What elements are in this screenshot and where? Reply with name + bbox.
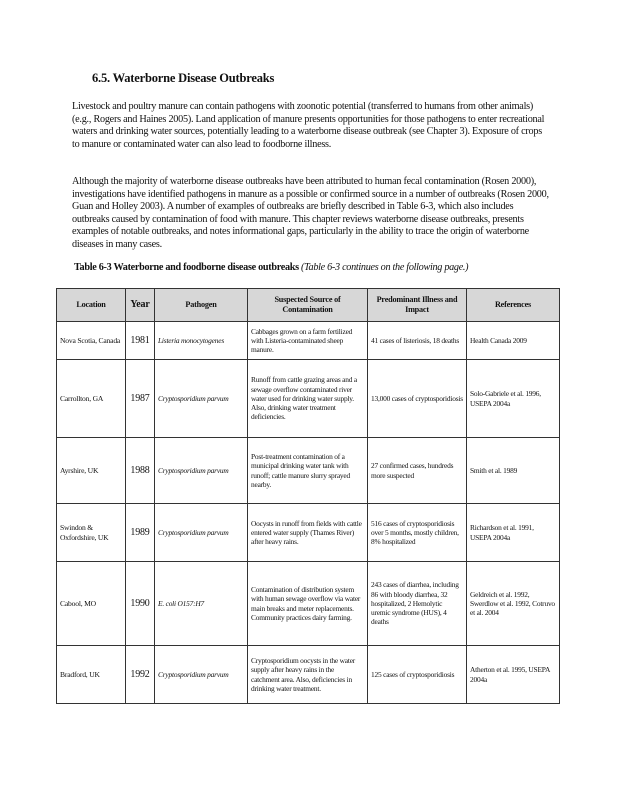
cell-illness: 13,000 cases of cryptosporidiosis: [368, 360, 467, 438]
table-caption-title: Table 6-3 Waterborne and foodborne disease outbreaks: [74, 262, 299, 273]
cell-illness: 27 confirmed cases, hundreds more suspected: [368, 438, 467, 504]
cell-year: 1992: [126, 646, 155, 704]
cell-source: Contamination of distribution system with human sewage overflow via water main breaks and meter replacements. Community practices dairy farming.: [248, 562, 368, 646]
cell-location: Carrollton, GA: [57, 360, 126, 438]
cell-year: 1989: [126, 504, 155, 562]
cell-source: Cryptosporidium oocysts in the water supply after heavy rains in the catchment area. Also, deficiencies in drinking water treatment.: [248, 646, 368, 704]
header-illness: Predominant Illness and Impact: [368, 289, 467, 322]
cell-source: Post-treatment contamination of a municipal drinking water tank with runoff; cattle manure slurry sprayed nearby.: [248, 438, 368, 504]
cell-references: Atherton et al. 1995, USEPA 2004a: [467, 646, 560, 704]
paragraph-intro: Livestock and poultry manure can contain pathogens with zoonotic potential (transferred to humans from other animals) (e.g., Rogers and Haines 2005). Land application of manure presents opportunities for those pathogens to enter recreational waters and drinking water sources, potentially leading to a waterborne disease outbreak (see Chapter 3). Exposure of crops to manure or contaminated water can also lead to foodborne illness.: [72, 101, 545, 150]
cell-pathogen: Cryptosporidium parvum: [155, 438, 248, 504]
cell-year: 1988: [126, 438, 155, 504]
cell-location: Bradford, UK: [57, 646, 126, 704]
header-location: Location: [57, 289, 126, 322]
header-year: Year: [126, 289, 155, 322]
section-heading: 6.5. Waterborne Disease Outbreaks: [92, 71, 275, 85]
cell-references: Richardson et al. 1991, USEPA 2004a: [467, 504, 560, 562]
cell-source: Cabbages grown on a farm fertilized with Listeria-contaminated sheep manure.: [248, 322, 368, 360]
cell-references: Solo-Gabriele et al. 1996, USEPA 2004a: [467, 360, 560, 438]
cell-pathogen: E. coli O157:H7: [155, 562, 248, 646]
cell-pathogen: Cryptosporidium parvum: [155, 504, 248, 562]
table-caption-note: (Table 6-3 continues on the following page.): [301, 262, 469, 273]
table-row: [57, 438, 560, 504]
cell-location: Ayrshire, UK: [57, 438, 126, 504]
cell-year: 1990: [126, 562, 155, 646]
outbreaks-table: [56, 288, 560, 704]
table-row: [57, 504, 560, 562]
cell-references: Geldreich et al. 1992, Swerdlow et al. 1992, Cotruvo et al. 2004: [467, 562, 560, 646]
cell-illness: 516 cases of cryptosporidiosis over 5 months, mostly children, 8% hospitalized: [368, 504, 467, 562]
table-caption: [74, 262, 554, 273]
cell-location: Nova Scotia, Canada: [57, 322, 126, 360]
header-pathogen: Pathogen: [155, 289, 248, 322]
cell-references: Smith et al. 1989: [467, 438, 560, 504]
table-row: [57, 360, 560, 438]
table-header-row: [57, 289, 560, 322]
header-references: References: [467, 289, 560, 322]
cell-pathogen: Cryptosporidium parvum: [155, 646, 248, 704]
cell-year: 1987: [126, 360, 155, 438]
cell-illness: 125 cases of cryptosporidiosis: [368, 646, 467, 704]
cell-location: Cabool, MO: [57, 562, 126, 646]
table-row: [57, 322, 560, 360]
cell-year: 1981: [126, 322, 155, 360]
cell-pathogen: Cryptosporidium parvum: [155, 360, 248, 438]
header-source: Suspected Source of Contamination: [248, 289, 368, 322]
table-row: [57, 646, 560, 704]
cell-references: Health Canada 2009: [467, 322, 560, 360]
table-row: [57, 562, 560, 646]
cell-illness: 243 cases of diarrhea, including 86 with bloody diarrhea, 32 hospitalized, 2 Hemolytic uremic syndrome (HUS), 4 deaths: [368, 562, 467, 646]
cell-pathogen: Listeria monocytogenes: [155, 322, 248, 360]
cell-source: Oocysts in runoff from fields with cattle entered water supply (Thames River) after heavy rains.: [248, 504, 368, 562]
cell-illness: 41 cases of listeriosis, 18 deaths: [368, 322, 467, 360]
cell-location: Swindon & Oxfordshire, UK: [57, 504, 126, 562]
cell-source: Runoff from cattle grazing areas and a sewage overflow contaminated river water used for drinking water supply. Also, drinking water treatment deficiencies.: [248, 360, 368, 438]
paragraph-outbreaks: Although the majority of waterborne disease outbreaks have been attributed to human fecal contamination (Rosen 2000), investigations have identified pathogens in manure as a possible or confirmed source in a number of outbreaks (Rosen 2000, Guan and Holley 2003). A number of examples of outbreaks are briefly described in Table 6-3, which also includes outbreaks caused by contamination of food with manure. This chapter reviews waterborne disease outbreaks, presents examples of notable outbreaks, and notes informational gaps, particularly in the ability to trace the origin of waterborne diseases in many cases.: [72, 176, 549, 250]
